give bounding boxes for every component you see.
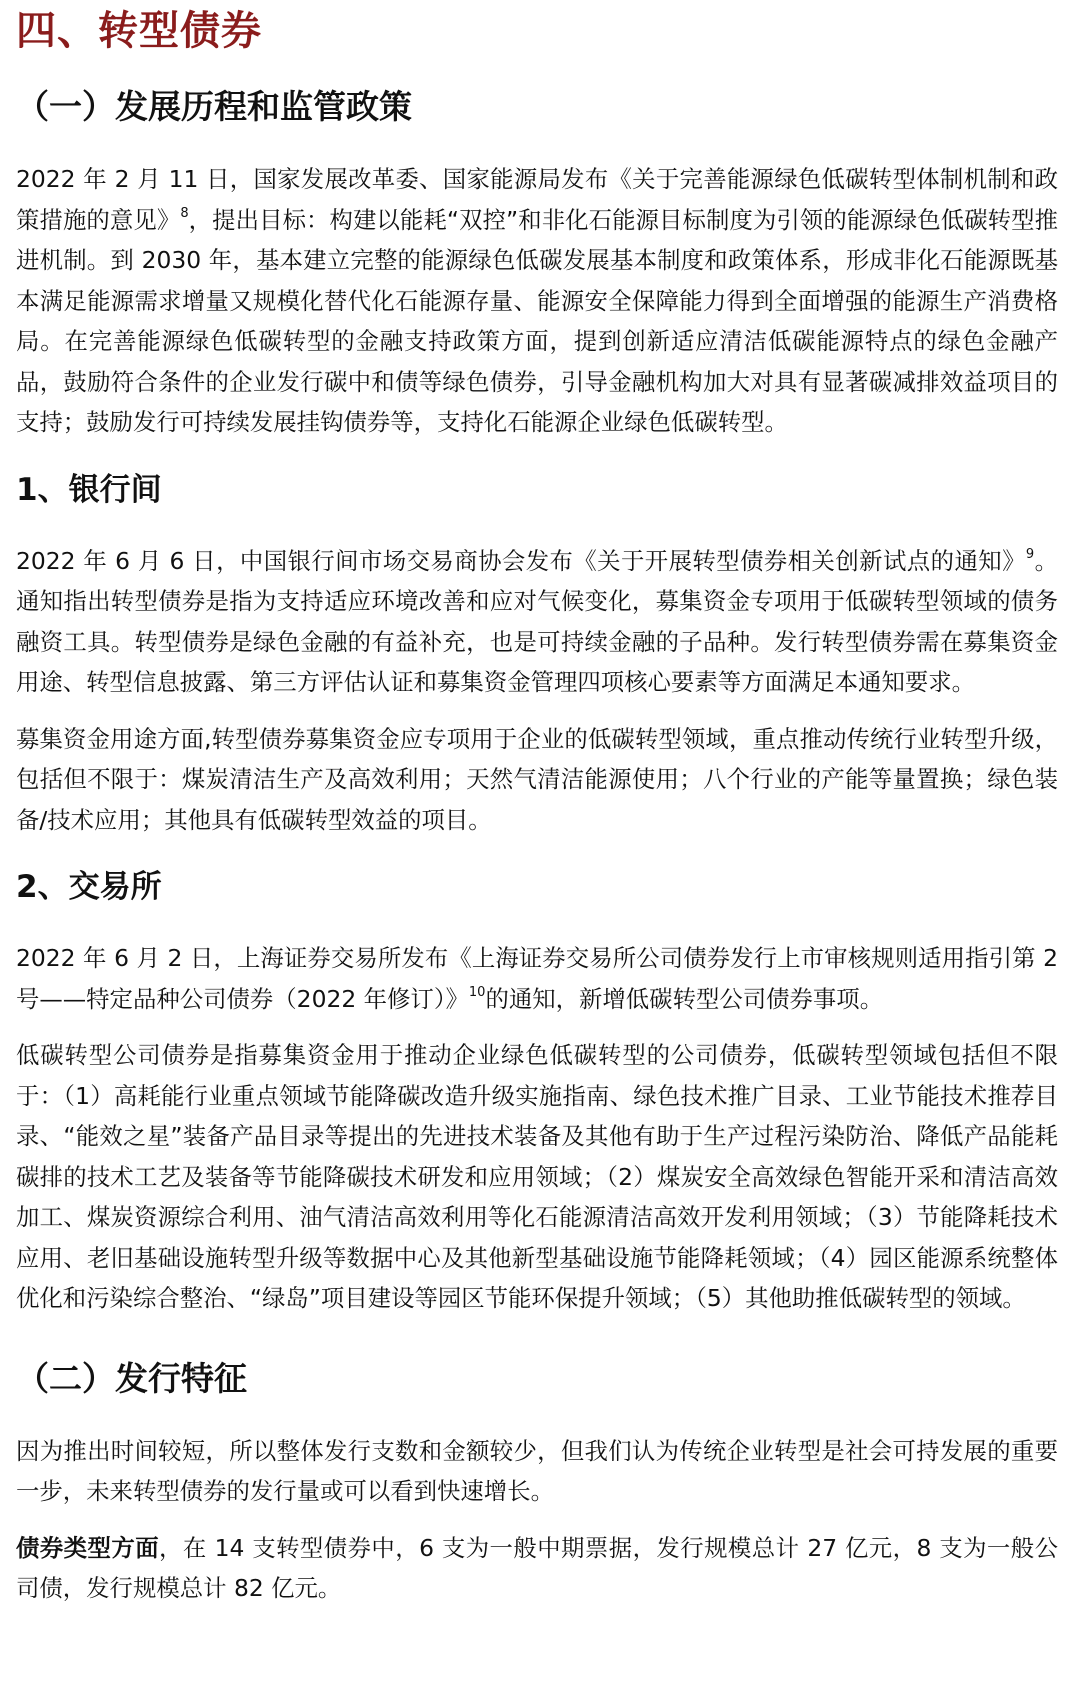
- bold-lead-text: 债券类型方面: [16, 1533, 160, 1562]
- paragraph-issuance-overview: 因为推出时间较短，所以整体发行支数和金额较少，但我们认为传统企业转型是社会可持发展的重要一步，未来转型债券的发行量或可以看到快速增长。: [16, 1436, 1058, 1505]
- subsection-title-development: （一）发展历程和监管政策: [16, 87, 412, 126]
- paragraph-text: ，在 14 支转型债券中，6 支为一般中期票据，发行规模总计 27 亿元，8 支为一般公司债，发行规模总计 82 亿元。: [16, 1533, 1058, 1602]
- subsection-title-issuance: （二）发行特征: [16, 1358, 247, 1398]
- paragraph-text: 2022 年 2 月 11 日，国家发展改革委、国家能源局发布《关于完善能源绿色低碳转型体制机制和政策措施的意见》: [16, 165, 1058, 234]
- heading-exchange: 2、交易所: [16, 869, 162, 905]
- paragraph-fund-usage: 募集资金用途方面,转型债券募集资金应专项用于企业的低碳转型领域，重点推动传统行业转型升级，包括但不限于：煤炭清洁生产及高效利用；天然气清洁能源使用；八个行业的产能等量置换；绿色装备/技术应用；其他具有低碳转型效益的项目。: [16, 724, 1058, 834]
- section-title: 四、转型债券: [16, 8, 262, 54]
- heading-interbank: 1、银行间: [16, 471, 162, 508]
- paragraph-low-carbon-scope: 低碳转型公司债券是指募集资金用于推动企业绿色低碳转型的公司债券，低碳转型领域包括但不限于：（1）高耗能行业重点领域节能降碳改造升级实施指南、绿色技术推广目录、工业节能技术推荐目录、“能效之星”装备产品目录等提出的先进技术装备及其他有助于生产过程污染防治、降低产品能耗碳排的技术工艺及装备等节能降碳技术研发和应用领域；（2）煤炭安全高效绿色智能开采和清洁高效加工、煤炭资源综合利用、油气清洁高效利用等化石能源清洁高效开发利用领域；（3）节能降耗技术应用、老旧基础设施转型升级等数据中心及其他新型基础设施节能降耗领域；（4）园区能源系统整体优化和污染综合整治、“绿岛”项目建设等园区节能环保提升领域；（5）其他助推低碳转型的领域。: [16, 1041, 1058, 1312]
- paragraph-bond-types: [16, 1528, 1058, 1609]
- footnote-ref-9[interactable]: 9: [1025, 546, 1035, 562]
- paragraph-energy-policy: [16, 159, 1058, 443]
- paragraph-text: 2022 年 6 月 2 日，上海证券交易所发布《上海证券交易所公司债券发行上市审核规则适用指引第 2 号——特定品种公司债券（2022 年修订）》: [16, 944, 1058, 1013]
- paragraph-exchange-notice: [16, 938, 1058, 1019]
- paragraph-text: 。通知指出转型债券是指为支持适应环境改善和应对气候变化，募集资金专项用于低碳转型领域的债务融资工具。转型债券是绿色金融的有益补充，也是可持续金融的子品种。发行转型债券需在募集资金用途、转型信息披露、第三方评估认证和募集资金管理四项核心要素等方面满足本通知要求。: [16, 546, 1059, 696]
- paragraph-text: ，提出目标：构建以能耗“双控”和非化石能源目标制度为引领的能源绿色低碳转型推进机制。到 2030 年，基本建立完整的能源绿色低碳发展基本制度和政策体系，形成非化石能源既基本满足能源需求增量又规模化替代化石能源存量、能源安全保障能力得到全面增强的能源生产消费格局。在完善能源绿色低碳转型的金融支持政策方面，提到创新适应清洁低碳能源特点的绿色金融产品，鼓励符合条件的企业发行碳中和债等绿色债券，引导金融机构加大对具有显著碳减排效益项目的支持；鼓励发行可持续发展挂钩债券等，支持化石能源企业绿色低碳转型。: [16, 205, 1059, 436]
- paragraph-text: 2022 年 6 月 6 日，中国银行间市场交易商协会发布《关于开展转型债券相关创新试点的通知》: [16, 546, 1026, 575]
- paragraph-interbank-notice: [16, 541, 1058, 703]
- footnote-ref-10[interactable]: 10: [468, 984, 486, 1000]
- paragraph-text: 的通知，新增低碳转型公司债券事项。: [485, 984, 884, 1013]
- footnote-ref-8[interactable]: 8: [180, 205, 189, 221]
